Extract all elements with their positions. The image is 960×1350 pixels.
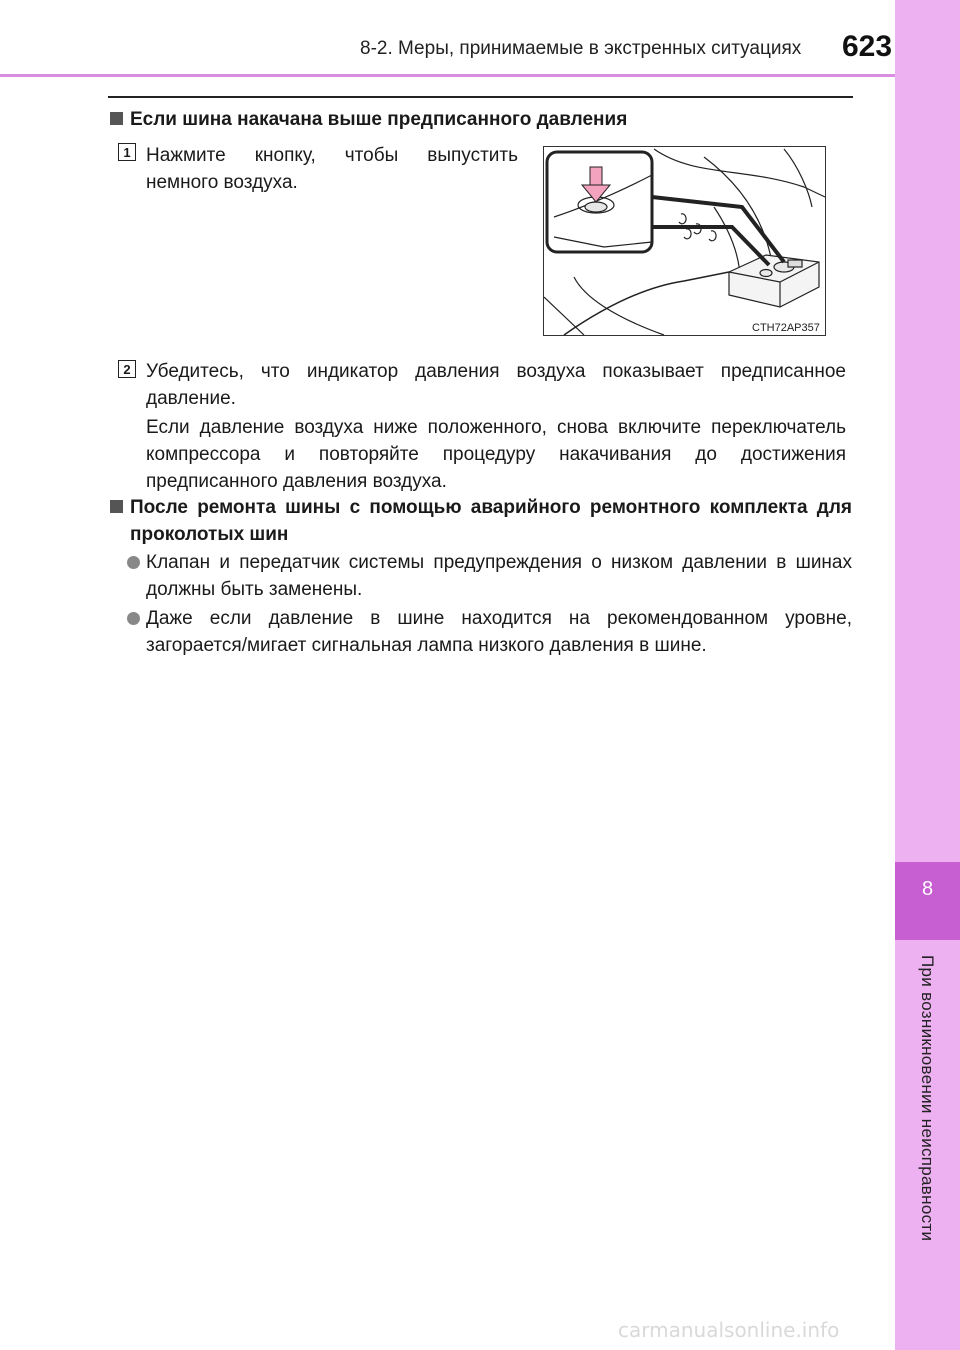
bullet-1-text: Клапан и передатчик системы предупреждения о низком давлении в шинах должны быть заменены. xyxy=(146,552,852,600)
page-number: 623 xyxy=(842,30,893,63)
section2-heading: После ремонта шины с помощью аварийного ремонтного комплекта для проколотых шин xyxy=(130,497,852,545)
bullet-2-text: Даже если давление в шине находится на рекомендованном уровне, загорается/мигает сигнальная лампа низкого давления в шине. xyxy=(146,608,852,656)
step-1-line-1: Нажмите кнопку, чтобы выпустить xyxy=(146,145,518,166)
chapter-number: 8 xyxy=(921,878,934,900)
round-bullet-icon xyxy=(127,556,140,569)
compressor-illustration xyxy=(543,146,826,336)
chapter-label: При возникновении неисправности xyxy=(918,955,937,1242)
step-2-paragraph-1: Убедитесь, что индикатор давления воздуха показывает предписанное давление. xyxy=(146,361,846,409)
figure-code: CTH72AP357 xyxy=(752,322,820,334)
chapter-tab[interactable] xyxy=(895,862,960,940)
step-1-line-2: немного воздуха. xyxy=(146,172,298,193)
step-1-badge: 1 xyxy=(118,143,136,161)
square-bullet-icon xyxy=(110,112,123,125)
section1-heading: Если шина накачана выше предписанного давления xyxy=(130,109,628,130)
header-divider xyxy=(0,74,895,77)
square-bullet-icon xyxy=(110,500,123,513)
round-bullet-icon xyxy=(127,612,140,625)
compressor-drawing xyxy=(544,147,825,335)
step-2-paragraph-2: Если давление воздуха ниже положенного, снова включите переключатель компрессора и повторяйте процедуру накачивания до достижения предписанного давления воздуха. xyxy=(146,417,846,492)
step-2-badge: 2 xyxy=(118,360,136,378)
watermark: carmanualsonline.info xyxy=(618,1318,840,1342)
content-rule xyxy=(108,96,853,98)
section-title-header: 8-2. Меры, принимаемые в экстренных ситуациях xyxy=(360,38,802,59)
